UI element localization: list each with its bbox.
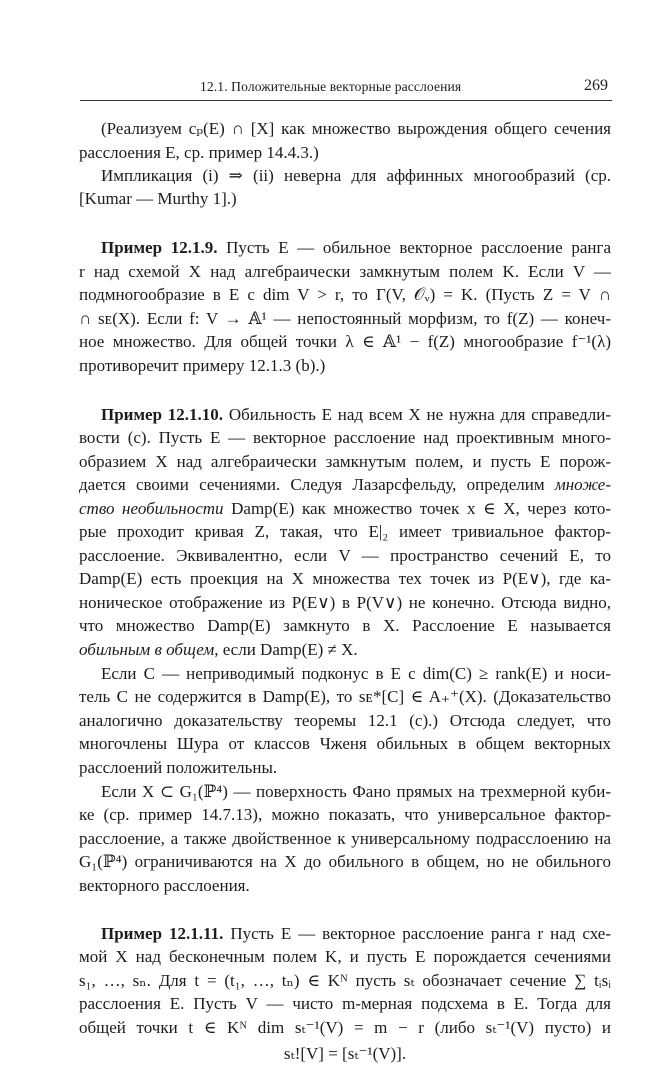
text-line: рые проходит кривая Z, такая, что E|₂ имеет тривиальное фактор- (79, 522, 611, 541)
emphasized-term: ство необильности (79, 499, 224, 518)
text-line: расслоение, а также двойственное к универсальному подрасслоению на (79, 829, 611, 848)
text-span: Пусть E — обильное векторное расслоение ранга (226, 238, 611, 257)
text-line: ∩ sᴇ(X). Если f: V → 𝔸¹ — непостоянный морфизм, то f(Z) — конеч- (79, 309, 611, 328)
text-line: мой X над бесконечным полем K, и пусть E порождается сечениями (79, 947, 611, 966)
text-line: противоречит примеру 12.1.3 (b).) (79, 356, 326, 375)
emphasized-term: множе- (554, 475, 611, 494)
text-line: Если C — неприводимый подконус в E с dim(C) ≥ rank(E) и носи- (101, 664, 611, 683)
emphasized-term: обильным в общем (79, 640, 215, 659)
text-line: многочлены Шура от классов Чженя обильных в общем векторных (79, 734, 611, 753)
text-span: Обильность E над всем X не нужна для справедли- (228, 405, 611, 424)
text-line: G₁(ℙ⁴) ограничиваются на X до обильного в общем, но не обильного (79, 852, 611, 871)
text-line: образием X над алгебраически замкнутым полем, и пусть E порож- (79, 452, 611, 471)
text-line: расслоений положительны. (79, 758, 278, 777)
text-line: дается своими сечениями. Следуя Лазарсфельду, определим множе- (79, 475, 611, 494)
display-formula: sₜ![V] = [sₜ⁻¹(V)]. (283, 1044, 407, 1063)
text-line: расслоения E. Пусть V — чисто m-мерная подсхема в E. Тогда для (79, 994, 611, 1013)
text-line: что множество Damp(E) замкнуто в X. Расслоение E называется (79, 616, 611, 635)
text-line: расслоение. Эквивалентно, если V — пространство сечений E, то (79, 546, 611, 565)
running-header-title: 12.1. Положительные векторные расслоения (200, 79, 462, 94)
text-line: подмногообразие в E с dim V > r, то Γ(V, 𝒪ᵥ) = K. (Пусть Z = V ∩ (79, 285, 611, 304)
example-12-1-9-first-line (101, 235, 611, 261)
example-label: Пример 12.1.10. (101, 405, 224, 424)
text-line: векторного расслоения. (79, 876, 250, 895)
text-line: ное множество. Для общей точки λ ∈ 𝔸¹ − f(Z) многообразие f⁻¹(λ) (79, 332, 611, 351)
text-line: r над схемой X над алгебраически замкнутым полем K. Если V — (79, 262, 611, 281)
text-line: обильным в общем, если Damp(E) ≠ X. (79, 640, 358, 659)
text-line: аналогично доказательству теоремы 12.1 (c).) Отсюда следует, что (79, 711, 611, 730)
example-label: Пример 12.1.11. (101, 924, 224, 943)
text-line: ке (ср. пример 14.7.13), можно показать, что универсальное фактор- (79, 805, 611, 824)
text-line: тель C не содержится в Damp(E), то sᴇ*[C] ∈ A₊⁺(X). (Доказательство (79, 687, 611, 706)
example-label: Пример 12.1.9. (101, 238, 218, 257)
text-line: s₁, …, sₙ. Для t = (t₁, …, tₙ) ∈ Kᴺ пусть sₜ обозначает сечение ∑ tᵢsᵢ (79, 971, 611, 990)
header-rule (80, 100, 612, 101)
text-line: вости (c). Пусть E — векторное расслоение над проективным много- (79, 428, 611, 447)
text-line: общей точки t ∈ Kᴺ dim sₜ⁻¹(V) = m − r (либо sₜ⁻¹(V) пусто) и (79, 1018, 611, 1037)
text-line: (Реализуем cₚ(E) ∩ [X] как множество вырождения общего сечения (101, 119, 611, 138)
text-line: Если X ⊂ G₁(ℙ⁴) — поверхность Фано прямых на трехмерной куби- (101, 782, 611, 801)
text-line: Damp(E) есть проекция на X множества тех точек из P(E∨), где ка- (79, 569, 611, 588)
text-line: ство необильности Damp(E) как множество точек x ∈ X, через кото- (79, 499, 611, 518)
text-line: ноническое отображение из P(E∨) в P(V∨) не конечно. Отсюда видно, (79, 593, 611, 612)
page-number: 269 (584, 77, 608, 94)
text-line: расслоения E, ср. пример 14.4.3.) (79, 143, 319, 162)
text-line: Импликация (i) ⇒ (ii) неверна для аффинных многообразий (ср. (101, 166, 611, 185)
text-line: [Kumar — Murthy 1].) (79, 189, 237, 208)
text-span: Пусть E — векторное расслоение ранга r над схе- (230, 924, 611, 943)
